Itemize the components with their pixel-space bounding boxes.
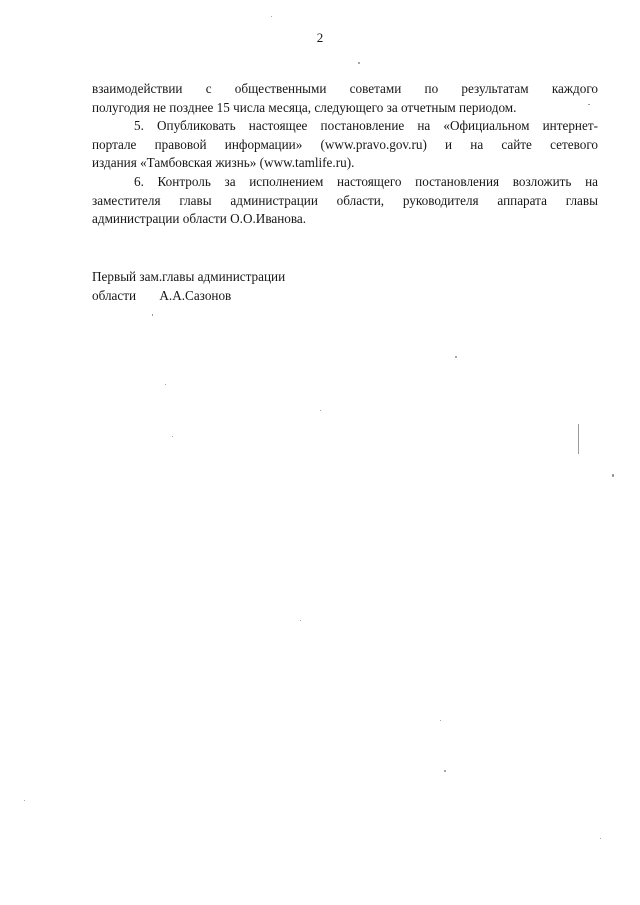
scan-speck <box>588 104 590 105</box>
paragraph-6-line-3: администрации области О.О.Иванова. <box>92 211 307 227</box>
paragraph-4-line-1: взаимодействии с общественными советами по результатам каждого <box>92 81 598 96</box>
scan-speck <box>455 356 457 358</box>
paragraph-5-line-1: 5. Опубликовать настоящее постановление на «Официальном интернет- <box>134 118 598 134</box>
document-body <box>92 80 598 229</box>
scan-speck <box>600 838 601 839</box>
scan-speck <box>24 800 25 801</box>
signatory-position: Первый зам.главы администрации <box>92 269 286 284</box>
paragraph-6-line-1: 6. Контроль за исполнением настоящего постановления возложить на <box>134 173 598 189</box>
scan-speck <box>271 16 272 17</box>
scan-speck <box>165 384 166 385</box>
scan-speck <box>440 720 441 721</box>
scan-speck <box>612 474 614 477</box>
signatory-region: области <box>92 288 137 303</box>
scan-speck <box>320 410 321 411</box>
scan-speck <box>444 770 446 772</box>
signatory-line <box>92 286 285 305</box>
signatory-name: А.А.Сазонов <box>159 288 232 303</box>
scan-edge-mark <box>578 424 579 454</box>
scan-speck <box>358 62 360 64</box>
scan-speck <box>172 436 173 437</box>
paragraph-6-line-2: заместителя главы администрации области, руководителя аппарата главы <box>92 192 598 208</box>
signature-block <box>92 267 285 305</box>
scan-speck <box>300 620 301 621</box>
paragraph-4-line-2: полугодия не позднее 15 числа месяца, следующего за отчетным периодом. <box>92 99 517 115</box>
paragraph-5-line-3: издания «Тамбовская жизнь» (www.tamlife.ru). <box>92 155 355 171</box>
scan-speck <box>152 314 153 316</box>
paragraph-5-line-2: портале правовой информации» (www.pravo.gov.ru) и на сайте сетевого <box>92 136 598 152</box>
page-number: 2 <box>316 30 324 45</box>
